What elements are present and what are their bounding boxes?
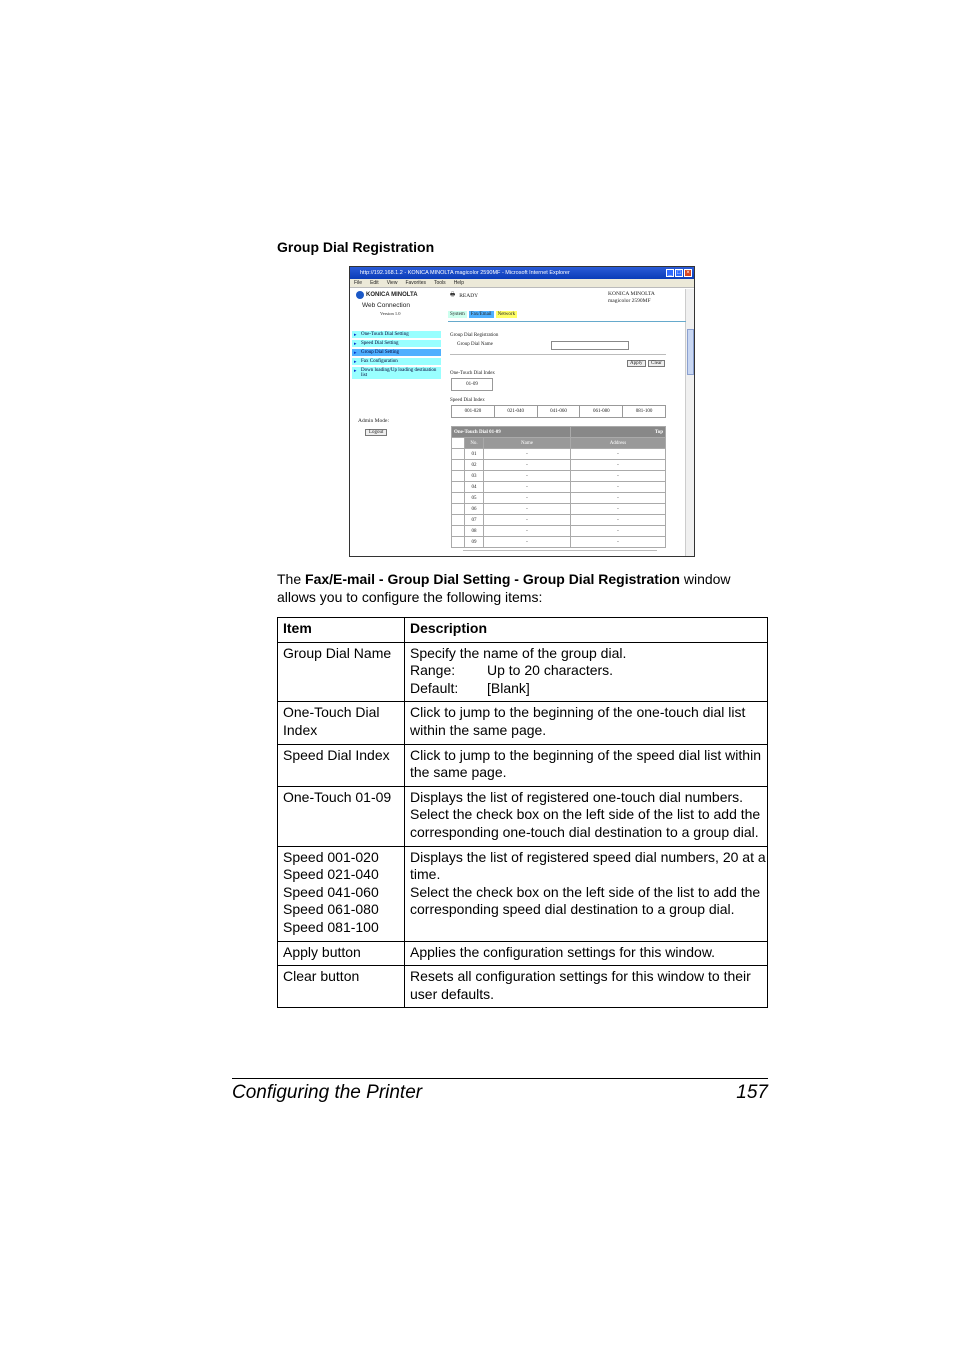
row-name: - <box>484 460 571 471</box>
col-name: Name <box>484 438 571 449</box>
item-name: Group Dial Name <box>283 644 392 661</box>
model-name: magicolor 2590MF <box>608 298 651 304</box>
speed-index-link[interactable]: 081-100 <box>623 406 666 418</box>
row-name: - <box>484 515 571 526</box>
menu-help[interactable]: Help <box>453 280 464 286</box>
table-row <box>278 702 768 744</box>
dial-row <box>452 493 666 504</box>
item-description-table <box>277 617 768 1008</box>
description-text: Click to jump to the beginning of the speed dial list within the same page. <box>410 746 761 781</box>
table-row <box>278 786 768 846</box>
setting-value: [Blank] <box>487 679 530 696</box>
item-name: Speed Dial Index <box>283 746 390 763</box>
description-text: Select the check box on the left side of the list to add the corresponding speed dial destination to a group dial. <box>410 883 761 918</box>
item-name: Clear button <box>283 968 360 985</box>
product-name: Web Connection <box>362 302 410 309</box>
setting-pair <box>410 680 767 698</box>
printer-status <box>450 291 478 300</box>
dial-row <box>452 526 666 537</box>
table-row <box>278 744 768 786</box>
table-row <box>278 966 768 1008</box>
speed-index-label: Speed Dial Index <box>450 398 485 403</box>
intro-paragraph: The Fax/E-mail - Group Dial Setting - Group Dial Registration window allows you to configure the following items: <box>277 571 731 605</box>
item-name: Apply button <box>283 943 361 960</box>
version: Version 1.0 <box>380 311 401 316</box>
minimize-icon[interactable]: _ <box>666 269 674 277</box>
row-name: - <box>484 449 571 460</box>
description-rows <box>278 642 768 1008</box>
scrollbar[interactable] <box>685 289 694 556</box>
divider <box>450 354 666 355</box>
main-tabs <box>448 311 517 318</box>
one-touch-index-table <box>451 378 493 391</box>
menu-favorites[interactable]: Favorites <box>405 280 426 286</box>
list-title: One-Touch Dial 01-09 <box>452 427 571 438</box>
row-checkbox[interactable] <box>452 471 465 482</box>
table-row <box>278 846 768 941</box>
description-text: Select the check box on the left side of the list to add the corresponding one-touch dial destination to a group dial. <box>410 806 761 840</box>
item-name: Speed 081-100 <box>283 918 379 935</box>
row-checkbox[interactable] <box>452 449 465 460</box>
row-no: 03 <box>465 471 484 482</box>
menu-file[interactable]: File <box>354 280 363 286</box>
printer-icon: 🖶 <box>450 292 456 298</box>
row-checkbox[interactable] <box>452 526 465 537</box>
one-touch-list <box>451 426 666 548</box>
setting-pair <box>410 662 767 680</box>
dial-row <box>452 504 666 515</box>
item-cell <box>278 966 405 1008</box>
list-top-link[interactable]: Top <box>571 427 666 438</box>
nav-speed-dial-setting[interactable]: ▸ Speed Dial Setting <box>352 340 441 347</box>
item-cell <box>278 744 405 786</box>
setting-value: Up to 20 characters. <box>487 662 614 679</box>
row-no: 04 <box>465 482 484 493</box>
setting-key: Range: <box>410 662 456 679</box>
list-bottom-rule <box>463 550 657 551</box>
item-name: Speed 001-020 <box>283 848 379 865</box>
table-row <box>278 642 768 702</box>
dial-row <box>452 471 666 482</box>
item-name: Speed 061-080 <box>283 901 379 918</box>
konica-logo-icon <box>356 291 364 299</box>
group-dial-name-input[interactable] <box>551 341 629 350</box>
scroll-thumb[interactable] <box>687 329 694 375</box>
status-text: READY <box>459 292 479 299</box>
nav-download-upload[interactable]: ▸ Down loading/Up loading destination list <box>352 367 441 379</box>
item-name: Speed 041-060 <box>283 883 379 900</box>
description-cell <box>405 941 768 966</box>
row-no: 06 <box>465 504 484 515</box>
menu-edit[interactable]: Edit <box>370 280 379 286</box>
row-no: 05 <box>465 493 484 504</box>
logout-button[interactable]: Logout <box>365 429 387 436</box>
row-address: - <box>571 471 666 482</box>
menu-view[interactable]: View <box>386 280 398 286</box>
close-icon[interactable]: × <box>684 269 692 277</box>
dial-rows <box>452 449 666 548</box>
logo-area <box>356 291 446 316</box>
brand-logo: KONICA MINOLTA <box>356 291 446 299</box>
dial-row <box>452 449 666 460</box>
description-cell <box>405 966 768 1008</box>
row-checkbox[interactable] <box>452 493 465 504</box>
dial-row <box>452 515 666 526</box>
tab-divider <box>448 321 686 322</box>
description-text: Displays the list of registered speed dial numbers, 20 at a time. <box>410 848 766 883</box>
item-name: Speed 021-040 <box>283 866 379 883</box>
nav-one-touch-dial-setting[interactable]: ▸ One-Touch Dial Setting <box>352 331 441 338</box>
nav-group-dial-setting[interactable]: ▸ Group Dial Setting <box>352 349 441 356</box>
admin-mode-label: Admin Mode: <box>358 418 390 424</box>
checkbox-column <box>452 438 465 449</box>
description-text: Displays the list of registered one-touch dial numbers. <box>410 788 744 805</box>
dial-row <box>452 482 666 493</box>
section-heading: Group Dial Registration <box>277 239 435 255</box>
row-address: - <box>571 460 666 471</box>
window-title-bar <box>350 267 694 279</box>
col-no: No. <box>465 438 484 449</box>
menu-tools[interactable]: Tools <box>434 280 446 286</box>
row-address: - <box>571 449 666 460</box>
dial-row <box>452 460 666 471</box>
col-address: Address <box>571 438 666 449</box>
description-cell <box>405 786 768 846</box>
row-name: - <box>484 504 571 515</box>
description-text: Click to jump to the beginning of the one-touch dial list within the same page. <box>410 704 746 738</box>
tab-fax-email[interactable]: Fax/Email <box>470 312 492 317</box>
header-item: Item <box>278 618 405 643</box>
menu-bar <box>350 279 694 288</box>
tab-system[interactable]: System <box>450 312 465 317</box>
nav-fax-configuration[interactable]: ▸ Fax Configuration <box>352 358 441 365</box>
row-checkbox[interactable] <box>452 504 465 515</box>
speed-index-link[interactable]: 021-040 <box>494 406 537 418</box>
model-info <box>608 291 655 305</box>
row-checkbox[interactable] <box>452 482 465 493</box>
tab-network[interactable]: Network <box>497 312 516 317</box>
row-no: 09 <box>465 537 484 548</box>
row-address: - <box>571 482 666 493</box>
clear-button[interactable]: Clear <box>648 360 665 367</box>
item-cell <box>278 941 405 966</box>
speed-index-table <box>451 405 666 418</box>
model-brand: KONICA MINOLTA <box>608 291 655 297</box>
setting-key: Default: <box>410 679 459 696</box>
browser-screenshot <box>349 266 695 557</box>
description-text: Specify the name of the group dial. <box>410 644 627 661</box>
row-checkbox[interactable] <box>452 537 465 548</box>
description-text: Applies the configuration settings for this window. <box>410 943 716 960</box>
group-dial-name-label: Group Dial Name <box>457 342 493 347</box>
speed-index-link[interactable]: 001-020 <box>452 406 495 418</box>
page-number: 157 <box>736 1082 768 1103</box>
row-name: - <box>484 482 571 493</box>
speed-index-link[interactable]: 061-080 <box>580 406 623 418</box>
row-checkbox[interactable] <box>452 460 465 471</box>
row-no: 01 <box>465 449 484 460</box>
item-cell <box>278 846 405 941</box>
menu-path: Fax/E-mail - Group Dial Setting - Group Dial Registration <box>305 571 680 587</box>
description-text: Resets all configuration settings for this window to their user defaults. <box>410 968 751 1002</box>
footer-rule <box>232 1078 768 1079</box>
row-name: - <box>484 493 571 504</box>
row-name: - <box>484 526 571 537</box>
row-no: 08 <box>465 526 484 537</box>
item-name: One-Touch Dial Index <box>283 704 380 738</box>
section-title: Group Dial Registration <box>450 333 499 338</box>
table-row <box>278 941 768 966</box>
row-address: - <box>571 493 666 504</box>
item-name: One-Touch 01-09 <box>283 788 392 805</box>
speed-index-link[interactable]: 041-060 <box>537 406 580 418</box>
row-no: 02 <box>465 460 484 471</box>
side-nav <box>352 331 441 381</box>
row-address: - <box>571 537 666 548</box>
one-touch-index-link[interactable]: 01-09 <box>452 379 493 391</box>
row-name: - <box>484 537 571 548</box>
item-cell <box>278 786 405 846</box>
item-cell <box>278 702 405 744</box>
footer-title: Configuring the Printer <box>232 1082 423 1103</box>
row-checkbox[interactable] <box>452 515 465 526</box>
row-address: - <box>571 515 666 526</box>
dial-row <box>452 537 666 548</box>
header-description: Description <box>405 618 768 643</box>
description-cell <box>405 642 768 702</box>
apply-button[interactable]: Apply <box>627 360 646 367</box>
one-touch-index-label: One-Touch Dial Index <box>450 371 495 376</box>
description-cell <box>405 744 768 786</box>
description-cell <box>405 846 768 941</box>
row-name: - <box>484 471 571 482</box>
description-cell <box>405 702 768 744</box>
item-cell <box>278 642 405 702</box>
row-no: 07 <box>465 515 484 526</box>
window-title: http://192.168.1.2 - KONICA MINOLTA magicolor 2590MF - Microsoft Internet Explorer <box>360 270 570 276</box>
row-address: - <box>571 504 666 515</box>
row-address: - <box>571 526 666 537</box>
maximize-icon[interactable]: □ <box>675 269 683 277</box>
